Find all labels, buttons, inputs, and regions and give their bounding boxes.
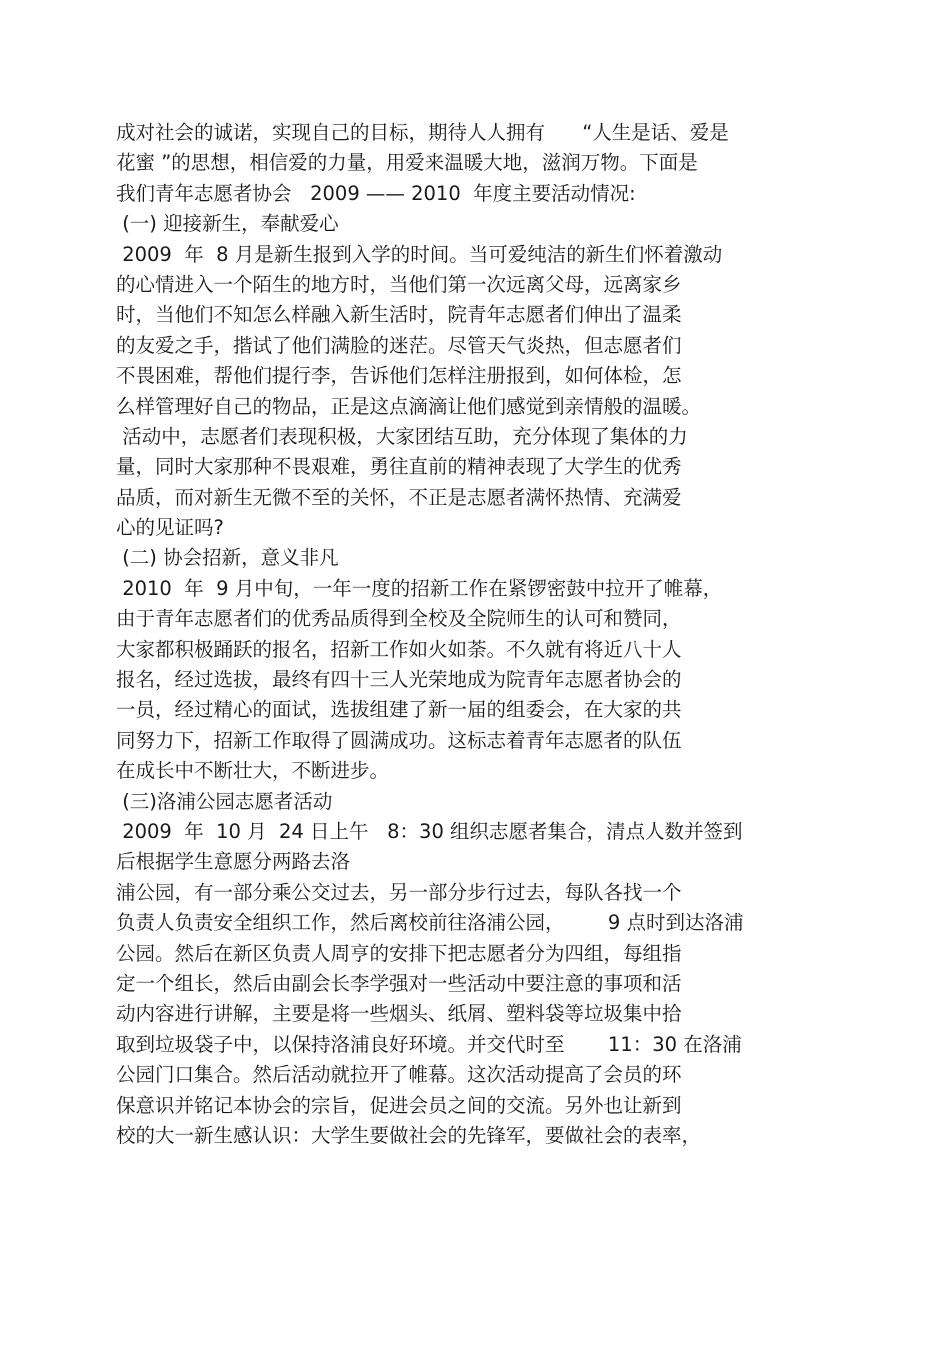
text-line: 品质，而对新生无微不至的关怀，不正是志愿者满怀热情、充满爱 [116,485,682,509]
text-line: 的心情进入一个陌生的地方时，当他们第一次远离父母，远离家乡 [116,272,682,296]
text-line: 活动中，志愿者们表现积极，大家团结互助，充分体现了集体的力 [116,424,688,448]
section-heading: (二) 协会招新，意义非凡 [116,546,339,570]
text-line: 动内容进行讲解，主要是将一些烟头、纸屑、塑料袋等垃圾集中拾 [116,1002,682,1026]
text-line: 2009 年 8 月是新生报到入学的时间。当可爱纯洁的新生们怀着激动 [116,242,723,266]
text-line: 定一个组长，然后由副会长李学强对一些活动中要注意的事项和活 [116,971,682,995]
text-line: 保意识并铭记本协会的宗旨，促进会员之间的交流。另外也让新到 [116,1093,682,1117]
text-line: 校的大一新生感认识：大学生要做社会的先锋军，要做社会的表率， [116,1123,702,1147]
text-line: 么样管理好自己的物品，正是这点滴滴让他们感觉到亲情般的温暖。 [116,394,702,418]
text-line: 量，同时大家那种不畏艰难，勇往直前的精神表现了大学生的优秀 [116,455,682,479]
section-heading: (一) 迎接新生，奉献爱心 [116,212,339,236]
text-line: 不畏困难，帮他们提行李，告诉他们怎样注册报到，如何体检，怎 [116,364,682,388]
text-line: 负责人负责安全组织工作，然后离校前往洛浦公园， 9 点时到达洛浦 [116,911,744,935]
text-line: 我们青年志愿者协会 2009 —— 2010 年度主要活动情况: [116,181,636,205]
text-line: 报名，经过选拔，最终有四十三人光荣地成为院青年志愿者协会的 [116,668,682,692]
text-line: 2009 年 10 月 24 日上午 8：30 组织志愿者集合，清点人数并签到 [116,819,743,843]
text-line: 浦公园，有一部分乘公交过去，另一部分步行过去，每队各找一个 [116,880,682,904]
text-line: 心的见证吗? [116,516,224,540]
text-line: 后根据学生意愿分两路去洛 [116,850,351,874]
section-heading: (三)洛浦公园志愿者活动 [116,789,333,813]
text-line: 时，当他们不知怎么样融入新生活时，院青年志愿者们伸出了温柔 [116,303,682,327]
text-line: 公园。然后在新区负责人周亨的安排下把志愿者分为四组，每组指 [116,941,682,965]
text-line: 同努力下，招新工作取得了圆满成功。这标志着青年志愿者的队伍 [116,728,682,752]
text-line: 一员，经过精心的面试，选拔组建了新一届的组委会，在大家的共 [116,698,682,722]
text-line: 在成长中不断壮大，不断进步。 [116,759,390,783]
text-line: 公园门口集合。然后活动就拉开了帷幕。这次活动提高了会员的环 [116,1063,682,1087]
body-text [116,118,836,1151]
text-line: 的友爱之手，揩试了他们满脸的迷茫。尽管天气炎热，但志愿者们 [116,333,682,357]
text-line: 由于青年志愿者们的优秀品质得到全校及全院师生的认可和赞同， [116,607,682,631]
text-line: 大家都积极踊跃的报名，招新工作如火如荼。不久就有将近八十人 [116,637,682,661]
text-line: 成对社会的诚诺，实现自己的目标，期待人人拥有 “人生是话、爱是 [116,121,729,144]
text-line: 取到垃圾袋子中，以保持洛浦良好环境。并交代时至 11：30 在洛浦 [116,1032,742,1056]
text-line: 2010 年 9 月中旬，一年一度的招新工作在紧锣密鼓中拉开了帷幕， [116,576,723,600]
text-line: 花蜜 ”的思想，相信爱的力量，用爱来温暖大地，滋润万物。下面是 [116,151,698,175]
